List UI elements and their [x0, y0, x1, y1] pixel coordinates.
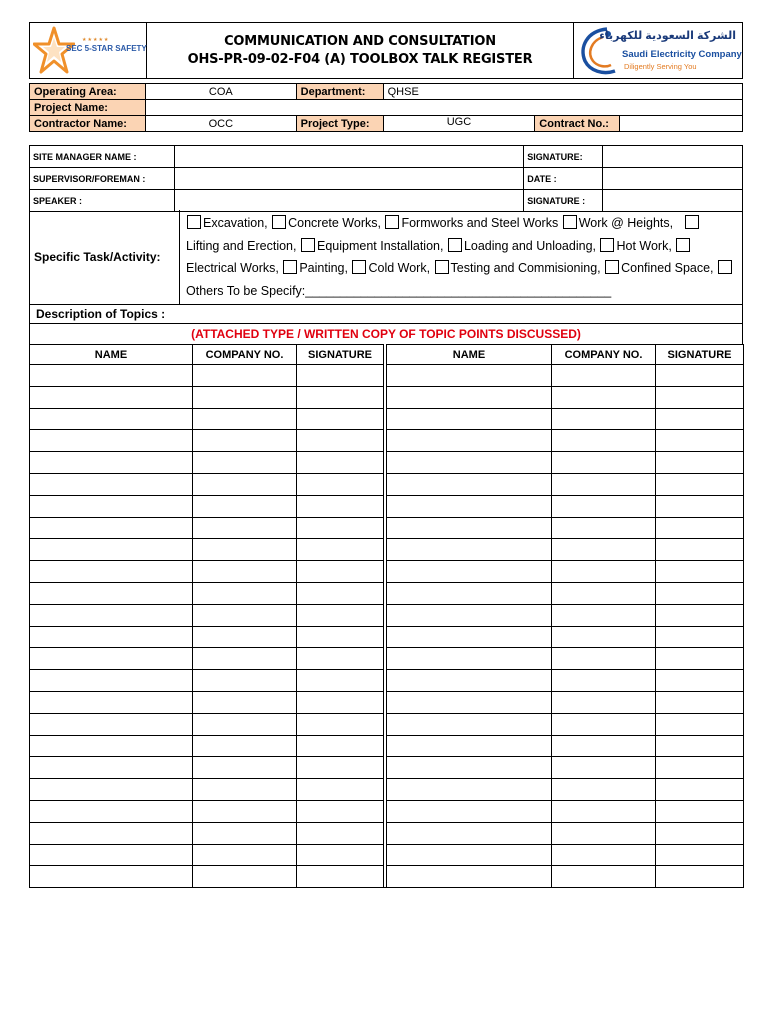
- name-cell[interactable]: [387, 473, 552, 495]
- logo-text: SEC 5-STAR SAFETY: [66, 44, 147, 53]
- signature-cell[interactable]: [297, 713, 384, 735]
- signature-cell[interactable]: [656, 495, 744, 517]
- name-cell[interactable]: [387, 386, 552, 408]
- contract-no-label: Contract No.:: [535, 116, 620, 132]
- company-no-cell[interactable]: [552, 670, 656, 692]
- site-manager-field[interactable]: [174, 146, 523, 168]
- name-cell[interactable]: [30, 517, 193, 539]
- company-no-cell[interactable]: [552, 452, 656, 474]
- table-row: [30, 800, 744, 822]
- description-of-topics: Description of Topics :: [29, 304, 743, 324]
- hot-work-option: Hot Work,: [616, 238, 672, 253]
- signature-cell[interactable]: [297, 495, 384, 517]
- signature-cell[interactable]: [656, 604, 744, 626]
- company-no-cell[interactable]: [552, 779, 656, 801]
- site-manager-label: SITE MANAGER NAME :: [30, 146, 175, 168]
- company-no-cell[interactable]: [193, 561, 297, 583]
- company-no-cell[interactable]: [193, 495, 297, 517]
- excavation-checkbox[interactable]: [187, 215, 201, 229]
- signature-cell[interactable]: [656, 648, 744, 670]
- company-no-cell[interactable]: [193, 386, 297, 408]
- speaker-field[interactable]: [174, 190, 523, 212]
- signature-cell[interactable]: [297, 844, 384, 866]
- formworks-option: Formworks and Steel Works: [401, 216, 559, 230]
- signature-cell[interactable]: [656, 779, 744, 801]
- signature-cell[interactable]: [297, 582, 384, 604]
- company-no-cell[interactable]: [193, 822, 297, 844]
- company-no-cell[interactable]: [193, 735, 297, 757]
- signature-cell[interactable]: [297, 648, 384, 670]
- speaker-label: SPEAKER :: [30, 190, 175, 212]
- electrical-works-option: Electrical Works,: [186, 261, 279, 275]
- table-row: [30, 691, 744, 713]
- form-header: [29, 22, 743, 79]
- saudi-electricity-logo: [573, 23, 742, 78]
- company-no-cell[interactable]: [552, 844, 656, 866]
- company-no-cell[interactable]: [193, 408, 297, 430]
- table-row: [30, 779, 744, 801]
- name-cell[interactable]: [387, 844, 552, 866]
- signature-cell[interactable]: [656, 822, 744, 844]
- name-cell[interactable]: [30, 452, 193, 474]
- title-line-2: OHS-PR-09-02-F04 (A) TOOLBOX TALK REGISTER: [187, 52, 533, 67]
- supervisor-label: SUPERVISOR/FOREMAN :: [30, 168, 175, 190]
- others-option: Others To be Specify:____________________________________________: [186, 283, 612, 298]
- testing-checkbox[interactable]: [435, 260, 449, 274]
- concrete-works-option: Concrete Works,: [288, 216, 381, 230]
- name-cell[interactable]: [30, 735, 193, 757]
- table-row: [30, 866, 744, 888]
- project-info-table: [29, 83, 743, 132]
- contractor-name-label: Contractor Name:: [30, 116, 146, 132]
- name-cell[interactable]: [387, 822, 552, 844]
- operating-area-label: Operating Area:: [30, 84, 146, 100]
- name-cell[interactable]: [30, 473, 193, 495]
- name-cell[interactable]: [30, 386, 193, 408]
- company-no-cell[interactable]: [193, 648, 297, 670]
- name-cell[interactable]: [387, 866, 552, 888]
- operating-area-field[interactable]: COA: [145, 84, 296, 100]
- form-title: [147, 23, 573, 78]
- name-header: NAME: [30, 345, 193, 365]
- company-no-cell[interactable]: [193, 757, 297, 779]
- cold-work-checkbox[interactable]: [352, 260, 366, 274]
- table-row: [30, 713, 744, 735]
- company-no-cell[interactable]: [552, 539, 656, 561]
- signature-cell[interactable]: [297, 779, 384, 801]
- table-row: [30, 757, 744, 779]
- hot-work-checkbox[interactable]: [600, 238, 614, 252]
- name-cell[interactable]: [30, 822, 193, 844]
- table-row: [30, 517, 744, 539]
- table-row: [30, 670, 744, 692]
- formworks-checkbox[interactable]: [385, 215, 399, 229]
- table-row: [30, 495, 744, 517]
- company-no-cell[interactable]: [552, 691, 656, 713]
- name-cell[interactable]: [30, 365, 193, 387]
- task-options: [180, 210, 742, 304]
- name-cell[interactable]: [387, 670, 552, 692]
- department-label: Department:: [296, 84, 383, 100]
- signature-cell[interactable]: [656, 582, 744, 604]
- painting-checkbox[interactable]: [283, 260, 297, 274]
- name-cell[interactable]: [387, 539, 552, 561]
- project-type-field[interactable]: UGC: [383, 116, 535, 132]
- company-no-cell[interactable]: [193, 670, 297, 692]
- signature-cell[interactable]: [656, 866, 744, 888]
- table-row: [30, 735, 744, 757]
- signature-cell[interactable]: [297, 735, 384, 757]
- table-row: [30, 561, 744, 583]
- project-name-field[interactable]: [145, 100, 742, 116]
- company-no-cell[interactable]: [552, 822, 656, 844]
- name-cell[interactable]: [387, 691, 552, 713]
- company-no-cell[interactable]: [552, 866, 656, 888]
- name-cell[interactable]: [30, 626, 193, 648]
- company-no-cell[interactable]: [193, 626, 297, 648]
- table-row: [30, 648, 744, 670]
- name-cell[interactable]: [387, 779, 552, 801]
- department-field[interactable]: QHSE: [383, 84, 742, 100]
- signature-header-2: SIGNATURE: [656, 345, 744, 365]
- name-cell[interactable]: [387, 430, 552, 452]
- name-cell[interactable]: [387, 626, 552, 648]
- cold-work-option: Cold Work,: [368, 261, 431, 275]
- name-cell[interactable]: [30, 779, 193, 801]
- signature-cell[interactable]: [297, 604, 384, 626]
- work-at-heights-checkbox[interactable]: [563, 215, 577, 229]
- signature-cell[interactable]: [297, 473, 384, 495]
- project-type-label: Project Type:: [296, 116, 383, 132]
- signature-cell[interactable]: [656, 626, 744, 648]
- signature-cell[interactable]: [297, 452, 384, 474]
- table-row: [30, 844, 744, 866]
- signature-cell[interactable]: [297, 539, 384, 561]
- company-no-cell[interactable]: [552, 517, 656, 539]
- name-cell[interactable]: [30, 670, 193, 692]
- name-cell[interactable]: [387, 582, 552, 604]
- table-row: [30, 365, 744, 387]
- project-name-label: Project Name:: [30, 100, 146, 116]
- contract-no-field[interactable]: [620, 116, 743, 132]
- table-row: [30, 539, 744, 561]
- signature-cell[interactable]: [656, 452, 744, 474]
- signature-cell[interactable]: [656, 735, 744, 757]
- others-checkbox[interactable]: [718, 260, 732, 274]
- lifting-option: Lifting and Erection,: [186, 238, 297, 253]
- company-no-cell[interactable]: [552, 735, 656, 757]
- name-cell[interactable]: [30, 582, 193, 604]
- name-cell[interactable]: [387, 800, 552, 822]
- name-cell[interactable]: [30, 844, 193, 866]
- company-no-header: COMPANY NO.: [193, 345, 297, 365]
- equipment-installation-checkbox[interactable]: [301, 238, 315, 252]
- company-no-cell[interactable]: [552, 800, 656, 822]
- signature-cell[interactable]: [297, 517, 384, 539]
- company-no-cell[interactable]: [552, 626, 656, 648]
- attendance-table: [29, 344, 744, 888]
- signature-cell[interactable]: [656, 561, 744, 583]
- electrical-works-checkbox[interactable]: [676, 238, 690, 252]
- company-no-cell[interactable]: [552, 365, 656, 387]
- company-no-cell[interactable]: [193, 844, 297, 866]
- name-cell[interactable]: [30, 757, 193, 779]
- name-cell[interactable]: [387, 713, 552, 735]
- signature-cell[interactable]: [656, 473, 744, 495]
- logo-english-name: Saudi Electricity Company: [622, 49, 742, 60]
- concrete-works-checkbox[interactable]: [272, 215, 286, 229]
- speaker-signature-label: SIGNATURE :: [524, 190, 603, 212]
- signature-cell[interactable]: [297, 757, 384, 779]
- name-cell[interactable]: [30, 604, 193, 626]
- name-cell[interactable]: [387, 735, 552, 757]
- signature-cell[interactable]: [297, 386, 384, 408]
- name-header-2: NAME: [387, 345, 552, 365]
- signature-cell[interactable]: [656, 539, 744, 561]
- date-label: DATE :: [524, 168, 603, 190]
- signature-cell[interactable]: [656, 844, 744, 866]
- date-field[interactable]: [603, 168, 743, 190]
- company-no-cell[interactable]: [193, 713, 297, 735]
- personnel-table: [29, 145, 743, 212]
- company-no-cell[interactable]: [552, 430, 656, 452]
- signature-cell[interactable]: [656, 800, 744, 822]
- name-cell[interactable]: [387, 365, 552, 387]
- name-cell[interactable]: [387, 648, 552, 670]
- company-no-cell[interactable]: [193, 691, 297, 713]
- table-row: [30, 604, 744, 626]
- lifting-checkbox[interactable]: [685, 215, 699, 229]
- site-manager-signature-field[interactable]: [603, 146, 743, 168]
- signature-cell[interactable]: [656, 691, 744, 713]
- signature-cell[interactable]: [297, 365, 384, 387]
- name-cell[interactable]: [30, 408, 193, 430]
- company-no-cell[interactable]: [193, 800, 297, 822]
- name-cell[interactable]: [387, 452, 552, 474]
- signature-cell[interactable]: [297, 691, 384, 713]
- signature-cell[interactable]: [297, 430, 384, 452]
- signature-cell[interactable]: [656, 757, 744, 779]
- table-row: [30, 430, 744, 452]
- name-cell[interactable]: [30, 430, 193, 452]
- signature-cell[interactable]: [297, 800, 384, 822]
- company-no-cell[interactable]: [193, 604, 297, 626]
- signature-cell[interactable]: [297, 626, 384, 648]
- company-no-cell[interactable]: [552, 473, 656, 495]
- company-no-cell[interactable]: [193, 473, 297, 495]
- excavation-option: Excavation,: [203, 216, 268, 230]
- speaker-signature-field[interactable]: [603, 190, 743, 212]
- confined-space-checkbox[interactable]: [605, 260, 619, 274]
- equipment-installation-option: Equipment Installation,: [316, 238, 444, 253]
- table-row: [30, 582, 744, 604]
- task-activity-section: [29, 210, 743, 305]
- name-cell[interactable]: [387, 757, 552, 779]
- company-no-cell[interactable]: [552, 495, 656, 517]
- name-cell[interactable]: [30, 691, 193, 713]
- table-row: [30, 473, 744, 495]
- signature-cell[interactable]: [297, 822, 384, 844]
- loading-option: Loading and Unloading,: [463, 238, 596, 253]
- name-cell[interactable]: [30, 495, 193, 517]
- company-no-cell[interactable]: [193, 779, 297, 801]
- task-activity-label: Specific Task/Activity:: [30, 210, 180, 304]
- company-no-cell[interactable]: [552, 648, 656, 670]
- name-cell[interactable]: [387, 495, 552, 517]
- table-row: [30, 408, 744, 430]
- company-no-cell[interactable]: [193, 430, 297, 452]
- signature-cell[interactable]: [656, 517, 744, 539]
- company-no-cell[interactable]: [552, 408, 656, 430]
- name-cell[interactable]: [30, 800, 193, 822]
- company-no-cell[interactable]: [552, 386, 656, 408]
- title-line-1: COMMUNICATION AND CONSULTATION: [224, 34, 496, 49]
- painting-option: Painting,: [299, 261, 348, 275]
- company-no-cell[interactable]: [193, 452, 297, 474]
- signature-cell[interactable]: [656, 365, 744, 387]
- name-cell[interactable]: [30, 713, 193, 735]
- confined-space-option: Confined Space,: [621, 261, 714, 275]
- company-no-cell[interactable]: [552, 713, 656, 735]
- signature-cell[interactable]: [297, 670, 384, 692]
- company-no-cell[interactable]: [193, 539, 297, 561]
- name-cell[interactable]: [387, 517, 552, 539]
- name-cell[interactable]: [387, 408, 552, 430]
- company-no-cell[interactable]: [552, 757, 656, 779]
- logo-tagline: Diligently Serving You: [624, 62, 697, 71]
- signature-cell[interactable]: [656, 430, 744, 452]
- name-cell[interactable]: [30, 561, 193, 583]
- signature-cell[interactable]: [656, 408, 744, 430]
- table-row: [30, 452, 744, 474]
- name-cell[interactable]: [30, 539, 193, 561]
- logo-arabic-name: الشركة السعودية للكهرباء: [599, 30, 736, 42]
- sec-five-star-logo: [30, 23, 147, 78]
- signature-cell[interactable]: [297, 408, 384, 430]
- signature-cell[interactable]: [656, 386, 744, 408]
- company-no-cell[interactable]: [193, 365, 297, 387]
- signature-label: SIGNATURE:: [524, 146, 603, 168]
- loading-checkbox[interactable]: [448, 238, 462, 252]
- logo-stars: ★★★★★: [82, 37, 110, 43]
- company-no-header-2: COMPANY NO.: [552, 345, 656, 365]
- attached-note: (ATTACHED TYPE / WRITTEN COPY OF TOPIC POINTS DISCUSSED): [29, 324, 743, 344]
- work-at-heights-option: Work @ Heights,: [578, 216, 674, 230]
- contractor-name-field[interactable]: OCC: [145, 116, 296, 132]
- name-cell[interactable]: [387, 561, 552, 583]
- table-row: [30, 386, 744, 408]
- company-no-cell[interactable]: [193, 582, 297, 604]
- name-cell[interactable]: [30, 648, 193, 670]
- company-no-cell[interactable]: [193, 517, 297, 539]
- name-cell[interactable]: [30, 866, 193, 888]
- company-no-cell[interactable]: [552, 582, 656, 604]
- company-no-cell[interactable]: [193, 866, 297, 888]
- signature-cell[interactable]: [656, 713, 744, 735]
- signature-cell[interactable]: [297, 561, 384, 583]
- table-row: [30, 626, 744, 648]
- testing-option: Testing and Commisioning,: [450, 261, 601, 275]
- signature-cell[interactable]: [656, 670, 744, 692]
- company-no-cell[interactable]: [552, 604, 656, 626]
- name-cell[interactable]: [387, 604, 552, 626]
- signature-cell[interactable]: [297, 866, 384, 888]
- supervisor-field[interactable]: [174, 168, 523, 190]
- company-no-cell[interactable]: [552, 561, 656, 583]
- signature-header: SIGNATURE: [297, 345, 384, 365]
- table-row: [30, 822, 744, 844]
